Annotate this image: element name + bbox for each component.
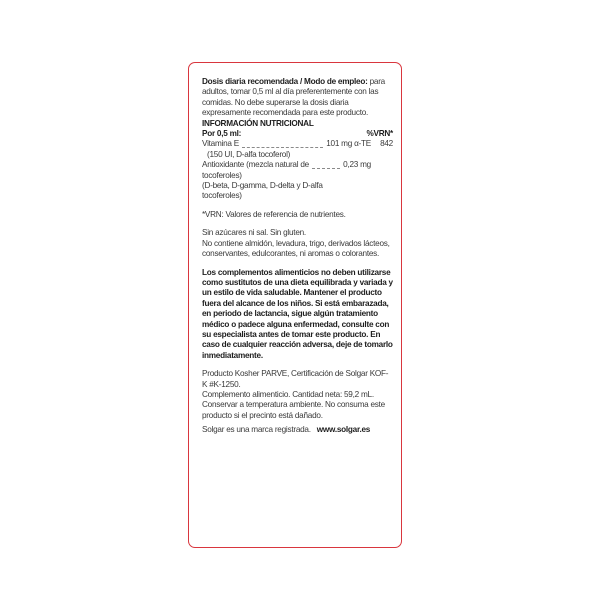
per-serving-label: Por 0,5 ml: xyxy=(202,129,242,139)
free-from-text: Sin azúcares ni sal. Sin gluten. xyxy=(202,228,306,238)
net-quantity-text: Complemento alimenticio. Cantidad neta: 59,2 mL. xyxy=(202,389,374,399)
storage-text: Conservar a temperatura ambiente. No consuma este producto si el precinto está dañado. xyxy=(202,400,385,420)
footer-line xyxy=(202,425,393,435)
nutrient-name: Vitamina E xyxy=(202,139,239,149)
nutrient-detail: (D-beta, D-gamma, D-delta y D-alfa xyxy=(202,181,323,191)
nutrient-amount: 0,23 mg xyxy=(343,160,371,170)
nutrient-amount: 101 mg α-TE xyxy=(326,139,371,149)
nutrient-vrn: 842 xyxy=(380,139,393,149)
not-contains-text: No contiene almidón, levadura, trigo, derivados lácteos, conservantes, edulcorantes, ni aromas o colorantes. xyxy=(202,238,390,259)
nutrient-detail: (150 UI, D-alfa tocoferol) xyxy=(207,149,291,159)
nutrient-row-vitamin-e xyxy=(202,139,393,149)
warning-text: Los complementos alimenticios no deben utilizarse como sustitutos de una dieta equilibrada y variada y un estilo de vida saludable. Mantener el producto fuera del alcance de los niños. Si está embarazada, en periodo de lactancia, sigue algún tratamiento médico o padece alguna enfermedad, consulte con su especialista antes de tomar este producto. En caso de cualquier reacción adversa, deje de tomarlo inmediatamente. xyxy=(202,267,393,360)
nutrient-detail: tocoferoles) xyxy=(202,170,242,180)
dosage-heading: Dosis diaria recomendada / Modo de empleo: xyxy=(202,77,368,86)
nutrition-title: INFORMACIÓN NUTRICIONAL xyxy=(202,118,314,128)
vrn-header: %VRN* xyxy=(366,129,393,139)
dot-leader xyxy=(242,147,323,148)
dosage-paragraph xyxy=(202,77,393,119)
dosage-text: para adultos, tomar 0,5 ml al día preferentemente con las comidas. No debe superarse la dosis diaria expresamente recomendada para este producto. xyxy=(202,77,385,118)
nutrition-header-row xyxy=(202,129,393,139)
trademark-text: Solgar es una marca registrada. xyxy=(202,425,311,435)
kosher-text: Producto Kosher PARVE, Certificación de Solgar KOF-K #K-1250. xyxy=(202,369,389,389)
nutrient-detail: tocoferoles) xyxy=(202,191,242,201)
website-link[interactable]: www.solgar.es xyxy=(316,425,371,435)
dot-leader xyxy=(312,168,340,169)
vrn-note: *VRN: Valores de referencia de nutrientes. xyxy=(202,209,346,219)
nutrient-name: Antioxidante (mezcla natural de xyxy=(202,160,309,170)
product-label xyxy=(188,62,402,548)
nutrient-row-antioxidant xyxy=(202,160,393,170)
